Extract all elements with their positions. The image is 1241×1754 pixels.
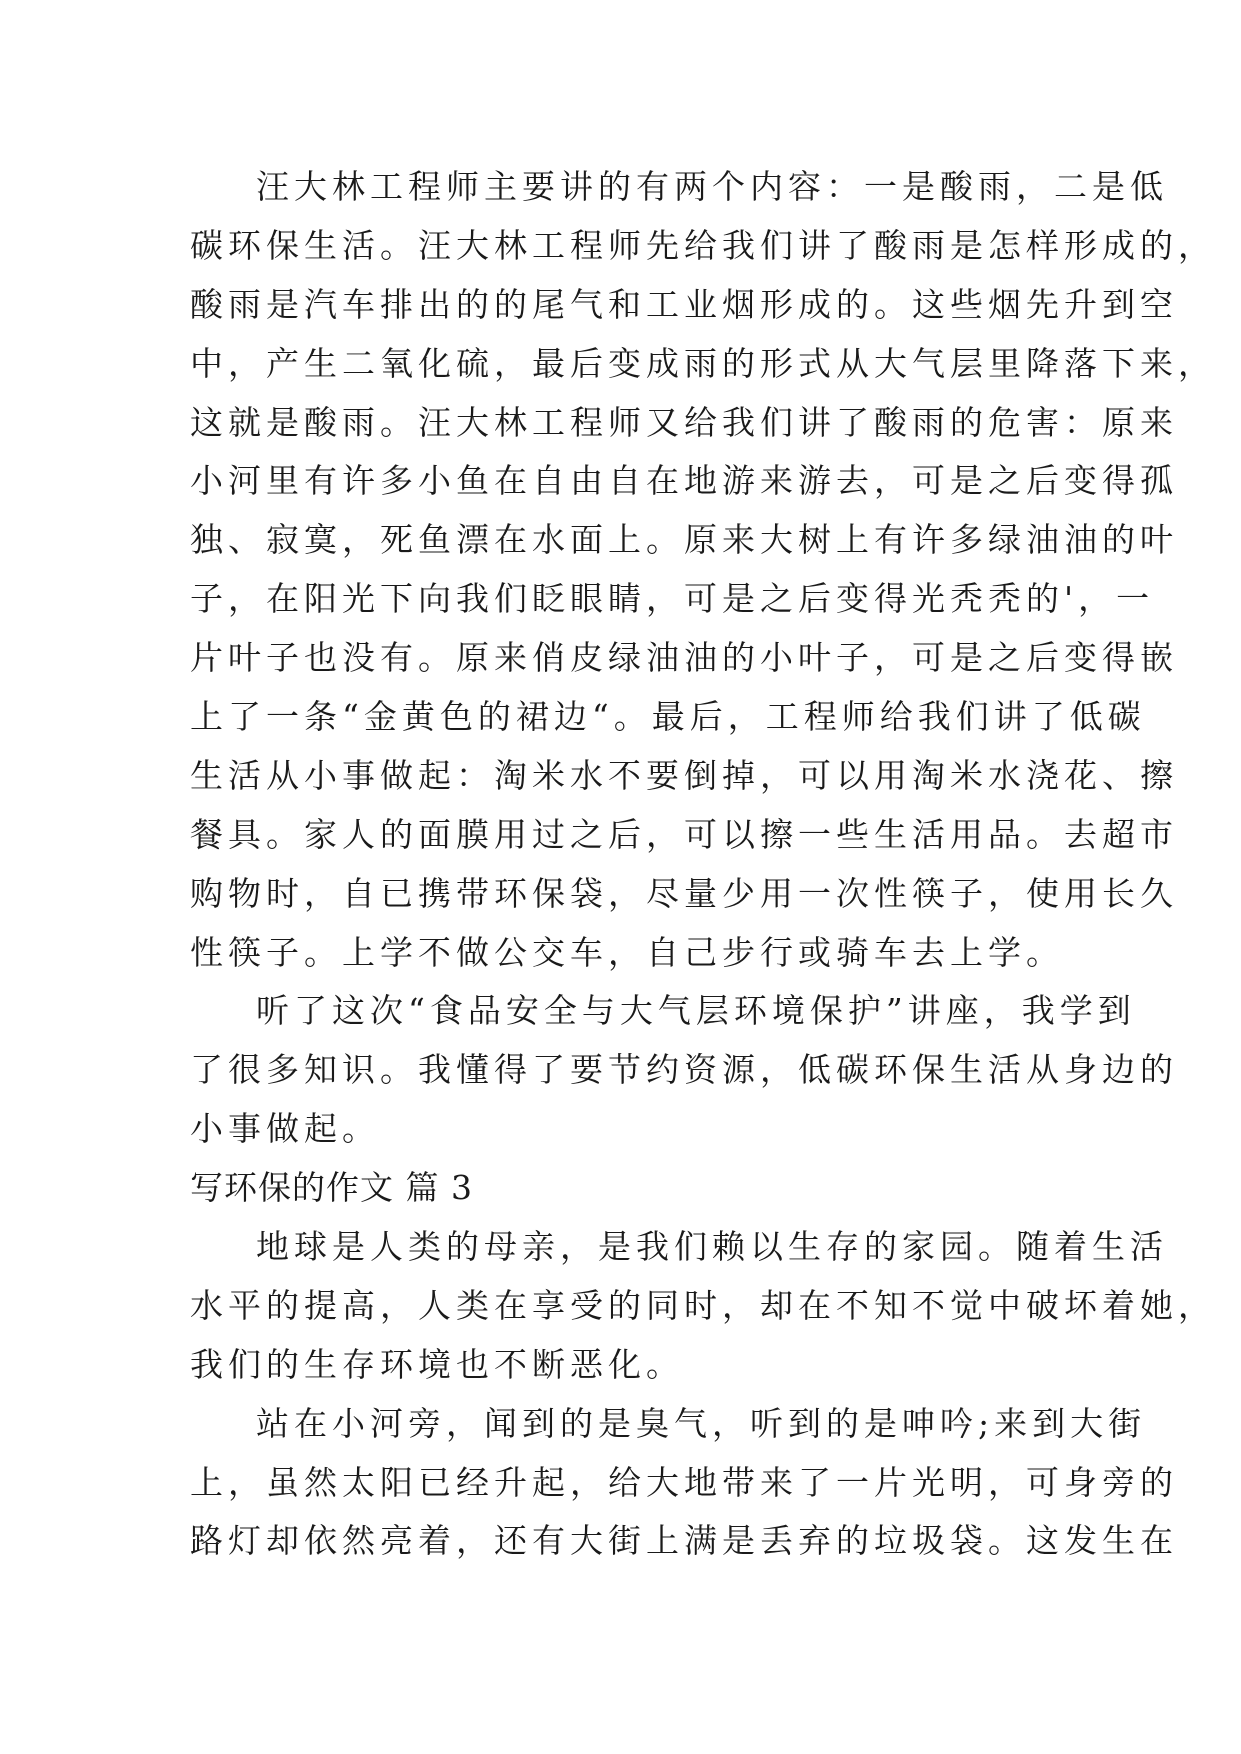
text-line: 小事做起。 — [190, 1109, 380, 1149]
text-line: 上，虽然太阳已经升起，给大地带来了一片光明，可身旁的 — [190, 1462, 1178, 1502]
article-body — [190, 158, 1216, 1571]
text-line: 地球是人类的母亲，是我们赖以生存的家园。随着生活 — [256, 1227, 1168, 1267]
text-line: 中，产生二氧化硫，最后变成雨的形式从大气层里降落下来， — [190, 343, 1216, 383]
text-line: 餐具。家人的面膜用过之后，可以擦一些生活用品。去超市 — [190, 814, 1178, 854]
text-line: 碳环保生活。汪大林工程师先给我们讲了酸雨是怎样形成的， — [190, 225, 1216, 265]
text-line: 了很多知识。我懂得了要节约资源，低碳环保生活从身边的 — [190, 1050, 1178, 1090]
paragraph-lecture-content — [190, 158, 1216, 982]
paragraph-earth-intro — [190, 1218, 1216, 1395]
text-line: 酸雨是汽车排出的的尾气和工业烟形成的。这些烟先升到空 — [190, 284, 1178, 324]
text-line: 购物时，自已携带环保袋，尽量少用一次性筷子，使用长久 — [190, 873, 1178, 913]
text-line: 独、寂寞，死鱼漂在水面上。原来大树上有许多绿油油的叶 — [190, 520, 1178, 560]
text-line: 上了一条“金黄色的裙边“。最后，工程师给我们讲了低碳 — [190, 697, 1146, 737]
paragraph-river-street — [190, 1395, 1178, 1572]
text-line: 这就是酸雨。汪大林工程师又给我们讲了酸雨的危害：原来 — [190, 402, 1178, 442]
section-heading: 写环保的作文 篇 3 — [190, 1168, 473, 1208]
text-line: 我们的生存环境也不断恶化。 — [190, 1344, 684, 1384]
text-line: 子，在阳光下向我们眨眼睛，可是之后变得光秃秃的'，一 — [190, 579, 1155, 619]
text-line: 路灯却依然亮着，还有大街上满是丢弃的垃圾袋。这发生在 — [190, 1521, 1178, 1561]
text-line: 小河里有许多小鱼在自由自在地游来游去，可是之后变得孤 — [190, 461, 1178, 501]
text-line: 片叶子也没有。原来俏皮绿油油的小叶子，可是之后变得嵌 — [190, 638, 1178, 678]
text-line: 听了这次“食品安全与大气层环境保护”讲座，我学到 — [256, 991, 1136, 1031]
text-line: 汪大林工程师主要讲的有两个内容：一是酸雨，二是低 — [256, 167, 1168, 206]
text-line: 生活从小事做起：淘米水不要倒掉，可以用淘米水浇花、擦 — [190, 755, 1178, 795]
text-line: 站在小河旁，闻到的是臭气，听到的是呻吟;来到大街 — [256, 1403, 1147, 1443]
text-line: 性筷子。上学不做公交车，自己步行或骑车去上学。 — [190, 932, 1064, 972]
text-line: 水平的提高，人类在享受的同时，却在不知不觉中破坏着她， — [190, 1285, 1216, 1325]
paragraph-lecture-conclusion — [190, 982, 1178, 1159]
